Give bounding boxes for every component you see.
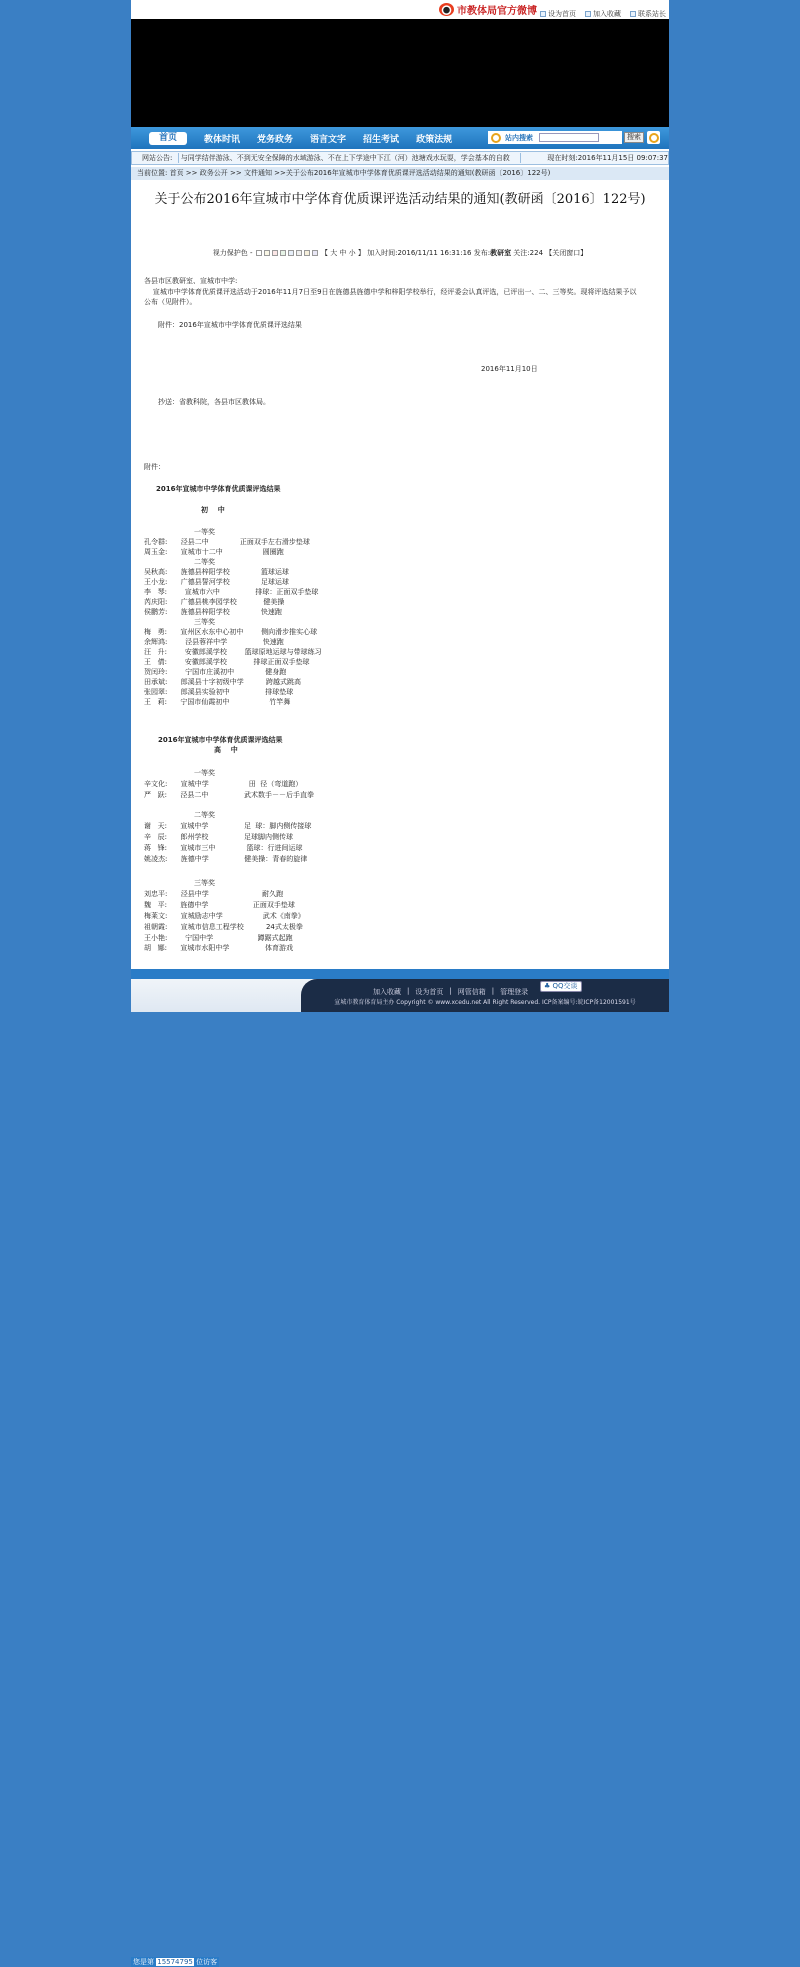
search-button[interactable]: 搜索 (624, 132, 644, 143)
junior-section-label: 初 中 (201, 506, 225, 514)
award-entry: 梅莱文: 宣城励志中学 武术《南拳》 (144, 912, 305, 920)
color-swatch-pink[interactable] (272, 250, 278, 256)
nav-language[interactable]: 语言文字 (310, 134, 347, 145)
award-entry: 王小龙: 广德县誓河学校 足球运球 (144, 578, 289, 586)
footer-links (373, 987, 528, 997)
footer-divider: | (407, 987, 410, 995)
award-entry: 梅 勇: 宣州区水东中心初中 侧向滑步推实心球 (144, 628, 318, 636)
close-window-link[interactable]: 【关闭窗口】 (545, 249, 588, 257)
banner (131, 19, 669, 127)
award-entry: 汪 升: 安徽郎溪学校 篮球原地运球与带球练习 (144, 648, 322, 656)
color-swatch-cream[interactable] (264, 250, 270, 256)
view-count: 关注:224 (511, 249, 546, 257)
cc-line: 抄送：省教科院，各县市区教体局。 (158, 398, 270, 406)
favorite-icon (585, 11, 591, 17)
award-entry: 孔令群: 泾县二中 正面双手左右滑步垫球 (144, 538, 310, 546)
article-meta (131, 248, 669, 258)
notice-bar (131, 151, 669, 165)
search-icon (491, 133, 501, 143)
issue-date: 2016年11月10日 (481, 365, 538, 373)
award-entry: 田承斌: 郎溪县十字初级中学 跨越式跳高 (144, 678, 301, 686)
qq-icon: ♣ (544, 982, 551, 990)
footer-add-favorite[interactable]: 加入收藏 (373, 988, 401, 996)
attachment-note: 附件：2016年宣城市中学体育优质课评选结果 (158, 321, 302, 329)
search-input[interactable] (539, 133, 599, 142)
color-swatch-tan[interactable] (304, 250, 310, 256)
visitor-count: 15574795 (157, 1958, 193, 1966)
font-size-switcher[interactable]: 【 大 中 小 】 (320, 249, 365, 257)
top-links (540, 9, 666, 19)
award-level-heading: 二等奖 (194, 811, 215, 819)
publish-time: 加入时间:2016/11/11 16:31:16 发布: (364, 249, 491, 257)
award-entry: 芮庆阳: 广德县桃李园学校 健美操 (144, 598, 285, 606)
nav-admissions[interactable]: 招生考试 (363, 134, 400, 145)
breadcrumb: 当前位置: 首页 >> 政务公开 >> 文件通知 >>关于公布2016年宣城市中学体育优质课评选活动结果的通知(教研函〔2016〕122号) (131, 167, 669, 180)
award-entry: 姚凌杰: 旌德中学 健美操：青春的旋律 (144, 855, 308, 863)
footer-admin-login[interactable]: 管理登录 (500, 988, 529, 996)
junior-results-title: 2016年宣城市中学体育优质课评选结果 (156, 485, 281, 493)
senior-section-label: 高 中 (214, 746, 238, 754)
article-title: 关于公布2016年宣城市中学体育优质课评选活动结果的通知(教研函〔2016〕122号) (154, 192, 646, 207)
color-swatch-lavender[interactable] (312, 250, 318, 256)
award-entry: 刘忠平: 泾县中学 耐久跑 (144, 890, 284, 898)
visitor-counter: 您是第 15574795 位访客 (133, 1958, 218, 1966)
eye-protect-label: 视力保护色 - (212, 249, 253, 257)
award-entry: 张园翠: 郎溪县实验初中 排球垫球 (144, 688, 294, 696)
footer (131, 969, 669, 1966)
nav-policy[interactable]: 政策法规 (416, 134, 453, 145)
nav-party-affairs[interactable]: 党务政务 (257, 134, 294, 145)
award-entry: 贺闰玲: 宁国市庄溪初中 健身跑 (144, 668, 287, 676)
add-favorite-link[interactable]: 加入收藏 (585, 9, 621, 19)
award-level-heading: 一等奖 (194, 528, 215, 536)
award-entry: 蒋 锋: 宣城市三中 篮球：行进间运球 (144, 844, 303, 852)
color-swatch-green[interactable] (280, 250, 286, 256)
notice-marquee[interactable]: 与同学结伴游泳、不到无安全保障的水域游泳、不在上下学途中下江（河）池塘戏水玩耍，学会基本的自救 (178, 153, 522, 163)
homepage-icon (540, 11, 546, 17)
award-level-heading: 二等奖 (194, 558, 215, 566)
award-entry: 魏 平: 旌德中学 正面双手垫球 (144, 901, 295, 909)
senior-results-title: 2016年宣城市中学体育优质课评选结果 (158, 736, 283, 744)
color-swatch-white[interactable] (256, 250, 262, 256)
award-entry: 李 琴: 宣城市六中 排球：正面双手垫球 (144, 588, 319, 596)
notice-label: 网站公告: (142, 154, 173, 162)
color-swatch-grey[interactable] (296, 250, 302, 256)
award-entry: 余辉鸿: 泾县蓉祥中学 快速跑 (144, 638, 284, 646)
color-swatch-blue[interactable] (288, 250, 294, 256)
qq-chat-button[interactable]: ♣ QQ交谈 (540, 981, 582, 992)
footer-webmaster-mail[interactable]: 网管信箱 (457, 988, 486, 996)
copyright: 宣城市教育体育局主办 Copyright © www.xcedu.net All Right Reserved. ICP备案编号:皖ICP备12001591号 (334, 999, 636, 1006)
attachment-label: 附件： (144, 463, 165, 471)
top-bar (131, 0, 669, 19)
award-entry: 周玉金: 宣城市十二中 圆圈跑 (144, 548, 284, 556)
award-entry: 谢 天: 宣城中学 足 球：脚内侧传接球 (144, 822, 312, 830)
search-label: 站内搜索 (505, 132, 533, 142)
award-level-heading: 三等奖 (194, 618, 215, 626)
body-paragraph: 宣城市中学体育优质课评选活动于2016年11月7日至9日在旌德县旌德中学和梓阳学校举行，经评委会认真评选，已评出一、二、三等奖。现将评选结果予以 (144, 288, 637, 296)
award-entry: 侯鹏芳: 旌德县梓阳学校 快速跑 (144, 608, 282, 616)
current-time: 现在时刻:2016年11月15日 09:07:37 (547, 154, 668, 162)
weibo-label: 市教体局官方微博 (457, 6, 537, 17)
nav-news[interactable]: 教体时讯 (204, 134, 241, 145)
weibo-icon (439, 3, 454, 16)
footer-divider: | (449, 987, 452, 995)
award-entry: 吴秋高: 旌德县梓阳学校 篮球运球 (144, 568, 289, 576)
footer-set-homepage[interactable]: 设为首页 (415, 988, 444, 996)
set-homepage-link[interactable]: 设为首页 (540, 9, 576, 19)
contact-icon (630, 11, 636, 17)
footer-divider: | (491, 987, 495, 995)
award-level-heading: 一等奖 (194, 769, 215, 777)
award-entry: 王 莉: 宁国市仙霞初中 竹竿舞 (144, 698, 291, 706)
award-entry: 辛 辰: 郎州学校 足球脚内侧传球 (144, 833, 293, 841)
award-level-heading: 三等奖 (194, 879, 215, 887)
site-search (488, 131, 622, 144)
publisher: 教研室 (490, 249, 512, 257)
contact-admin-link[interactable]: 联系站长 (630, 9, 666, 19)
footer-bar (131, 969, 669, 979)
salutation: 各县市区教研室、宣城市中学: (144, 277, 238, 285)
award-entry: 严 跃: 泾县二中 武术数手－－后手直拳 (144, 791, 314, 799)
award-entry: 祖朝霞: 宣城市信息工程学校 24式太极拳 (144, 923, 303, 931)
award-entry: 胡 娜: 宣城市水阳中学 体育游戏 (144, 944, 293, 952)
body-paragraph-end: 公布（见附件）。 (144, 298, 197, 306)
nav-home[interactable]: 首页 (149, 132, 187, 145)
search-go-icon[interactable] (647, 131, 660, 144)
main-nav (131, 127, 669, 149)
award-entry: 辛文化: 宣城中学 田 径（弯道跑） (144, 780, 303, 788)
award-entry: 王小艳: 宁国中学 蹲踞式起跑 (144, 934, 293, 942)
page-shell (131, 0, 669, 1966)
weibo-link[interactable] (439, 2, 537, 17)
award-entry: 王 倩: 安徽郎溪学校 排球正面双手垫球 (144, 658, 310, 666)
